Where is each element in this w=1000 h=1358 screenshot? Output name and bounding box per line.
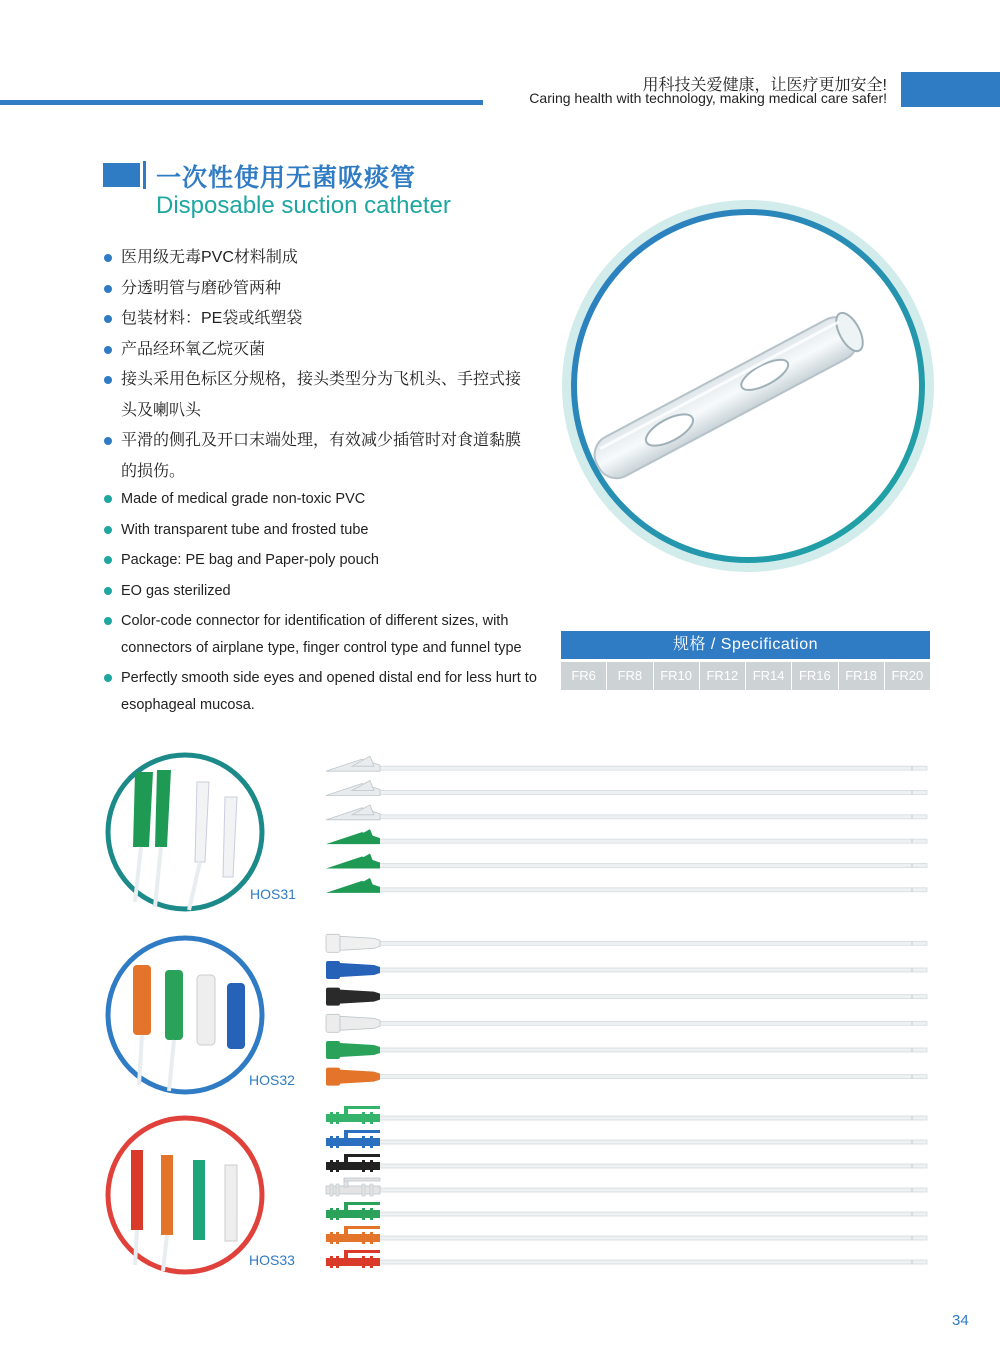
product-model-label: HOS31 [250,886,296,902]
feature-item: Package: PE bag and Paper-poly pouch [104,547,554,574]
catheter-row [326,1041,927,1059]
bullet-dot-icon [104,346,112,354]
spec-size-cell: FR20 [885,662,930,690]
spec-size-cell: FR10 [654,662,699,690]
catheter-row [326,934,927,952]
title-bar [143,161,146,189]
spec-size-cell: FR18 [839,662,884,690]
feature-item: 分透明管与磨砂管两种 [104,274,554,305]
bullet-dot-icon [104,556,112,564]
bullet-dot-icon [104,617,112,625]
hos31-catheter-row-images [322,756,932,902]
catheter-row [326,1178,927,1196]
spec-size-cell: FR12 [700,662,745,690]
header-slogan-cn: 用科技关爱健康，让医疗更加安全! [642,77,887,94]
bullet-dot-icon [104,674,112,682]
page-title-en: Disposable suction catheter [156,192,451,219]
header-rule [0,100,483,105]
catheter-row [326,756,927,771]
bullet-dot-icon [104,526,112,534]
spec-size-cell: FR8 [607,662,652,690]
bullet-dot-icon [104,437,112,445]
spec-size-cell: FR16 [792,662,837,690]
header-color-block [901,72,1000,107]
catheter-row [326,805,927,820]
title-square-icon [103,163,140,187]
hos32-catheter-row-images [322,930,932,1090]
catheter-row [326,1106,927,1124]
bullet-dot-icon [104,315,112,323]
catheter-row [326,878,927,893]
catheter-row [326,1014,927,1032]
catheter-row [326,1130,927,1148]
spec-size-cell: FR14 [746,662,791,690]
catheter-row [326,1226,927,1244]
page-title-cn: 一次性使用无菌吸痰管 [156,164,417,192]
hos31-connector-closeup-image [105,752,265,912]
spec-table-header: 规格 / Specification [561,631,930,659]
spec-table [561,631,930,690]
bullet-dot-icon [104,587,112,595]
catheter-row [326,854,927,869]
bullet-dot-icon [104,254,112,262]
header-slogan-en: Caring health with technology, making medical care safer! [529,90,887,106]
catheter-tip-image [558,196,938,576]
page-number: 34 [952,1312,969,1329]
catheter-row [326,1202,927,1220]
product-model-label: HOS32 [249,1072,295,1088]
bullet-dot-icon [104,376,112,384]
bullet-dot-icon [104,285,112,293]
catheter-row [326,781,927,796]
feature-item: 接头采用色标区分规格，接头类型分为飞机头、手控式接头及喇叭头 [104,365,531,426]
catheter-row [326,961,927,979]
hos33-connector-closeup-image [105,1115,265,1275]
catheter-row [326,1250,927,1268]
spec-size-cell: FR6 [561,662,606,690]
feature-item: 包装材料：PE袋或纸塑袋 [104,304,554,335]
catheter-row [326,988,927,1006]
catheter-row [326,1068,927,1086]
feature-item: Made of medical grade non-toxic PVC [104,486,554,513]
feature-item: 平滑的侧孔及开口末端处理，有效减少插管时对食道黏膜的损伤。 [104,426,531,487]
feature-item: 产品经环氧乙烷灭菌 [104,335,554,366]
feature-item: EO gas sterilized [104,578,554,605]
bullet-dot-icon [104,495,112,503]
feature-item: With transparent tube and frosted tube [104,517,554,544]
feature-list-cn [104,243,554,487]
catheter-row [326,1154,927,1172]
product-model-label: HOS33 [249,1252,295,1268]
feature-list-en [104,486,554,722]
hos33-catheter-row-images [322,1106,932,1274]
feature-item: Perfectly smooth side eyes and opened distal end for less hurt to esophageal mucosa. [104,665,546,718]
feature-item: 医用级无毒PVC材料制成 [104,243,554,274]
catheter-row [326,829,927,844]
feature-item: Color-code connector for identification of different sizes, with connectors of airplane type, finger control type and funnel type [104,608,546,661]
hos32-connector-closeup-image [105,935,265,1095]
spec-size-row [561,662,930,690]
